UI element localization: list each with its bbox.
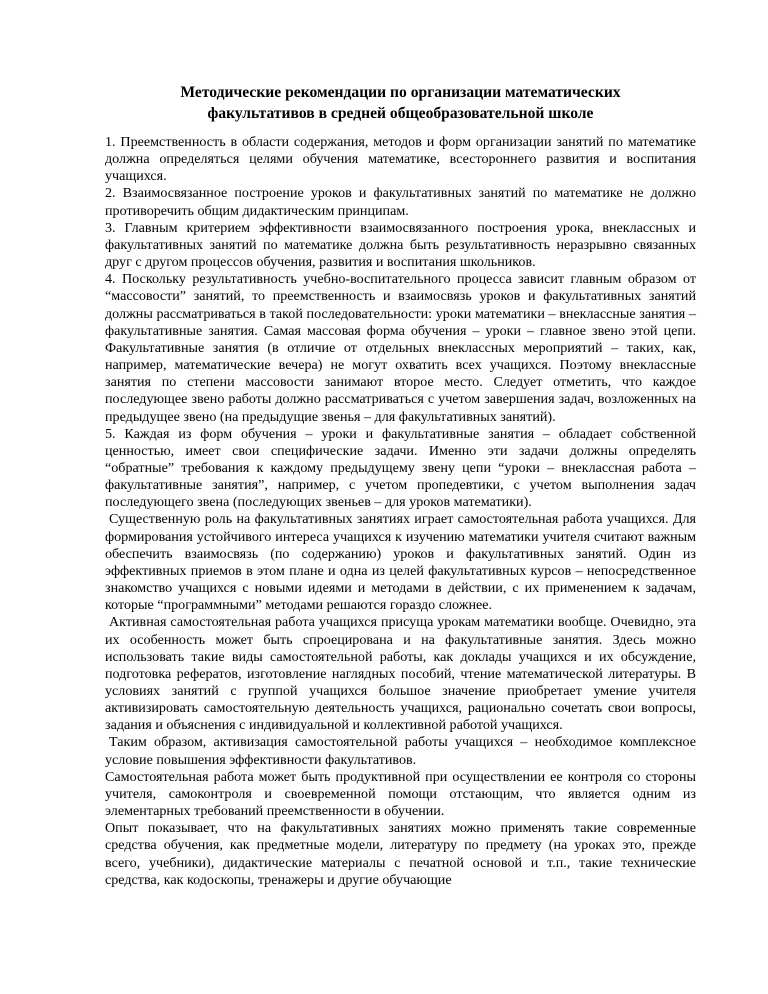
paragraph-4: 4. Поскольку результативность учебно-воспитательного процесса зависит главным образом от “массовости” занятий, то преемственность и взаимосвязь уроков и факультативных занятий должны рассматриваться в такой последовательности: уроки математики – внеклассные занятия – факультативные занятия. Самая массовая форма обучения – уроки – главное звено этой цепи. Факультативные занятия (в отличие от отдельных внеклассных мероприятий – таких, как, например, математические вечера) не могут охватить всех учащихся. Поэтому внеклассные занятия по степени массовости занимают второе место. Следует отметить, что каждое последующее звено работы должно рассматриваться с учетом завершения задач, возложенных на предыдущее звено (на предыдущие звенья – для факультативных занятий). xyxy=(105,271,696,425)
paragraph-9: Самостоятельная работа может быть продуктивной при осуществлении ее контроля со стороны учителя, самоконтроля и своевременной помощи отстающим, что является одним из элементарных требований преемственности в обучении. xyxy=(105,768,696,820)
title-line-2: факультативов в средней общеобразовательной школе xyxy=(207,105,594,122)
paragraph-10: Опыт показывает, что на факультативных занятиях можно применять такие современные средства обучения, как предметные модели, литературу по предмету (на уроках это, прежде всего, учебники), дидактические материалы с печатной основой и т.п., такие технические средства, как кодоскопы, тренажеры и другие обучающие xyxy=(105,820,696,888)
paragraph-6: Существенную роль на факультативных занятиях играет самостоятельная работа учащихся. Для формирования устойчивого интереса учащихся к изучению математики учителя считают важным обеспечить взаимосвязь (по содержанию) уроков и факультативных занятий. Один из эффективных приемов в этом плане и одна из целей факультативных курсов – непосредственное знакомство учащихся с новыми идеями и методами в действии, с их применением к задачам, которые “программными” методами решаются гораздо сложнее. xyxy=(105,511,696,614)
paragraph-2: 2. Взаимосвязанное построение уроков и факультативных занятий по математике не должно противоречить общим дидактическим принципам. xyxy=(105,185,696,219)
document-title xyxy=(105,82,696,124)
paragraph-3: 3. Главным критерием эффективности взаимосвязанного построения урока, внеклассных и факультативных занятий по математике должна быть результативность неразрывно связанных друг с другом процессов обучения, развития и воспитания школьников. xyxy=(105,219,696,271)
paragraph-1: 1. Преемственность в области содержания, методов и форм организации занятий по математике должна определяться целями обучения математике, всестороннего развития и воспитания учащихся. xyxy=(105,134,696,185)
title-line-1: Методические рекомендации по организации математических xyxy=(180,84,621,101)
paragraph-5: 5. Каждая из форм обучения – уроки и факультативные занятия – обладает собственной ценностью, имеет свои специфические задачи. Именно эти задачи должны определять “обратные” требования к каждому предыдущему звену цепи “уроки – внеклассная работа – факультативные занятия”, например, с учетом пропедевтики, с учетом выполнения задач последующего звена (последующих звеньев – для уроков математики). xyxy=(105,425,696,511)
paragraph-7: Активная самостоятельная работа учащихся присуща урокам математики вообще. Очевидно, эта их особенность может быть спроецирована и на факультативные занятия. Здесь можно использовать такие виды самостоятельной работы, как доклады учащихся и их обсуждение, подготовка рефератов, изготовление наглядных пособий, чтение математической литературы. В условиях занятий с группой учащихся большое значение приобретает умение учителя активизировать самостоятельную деятельность учащихся, рационально сочетать свои вопросы, задания и объяснения с индивидуальной и коллективной работой учащихся. xyxy=(105,614,696,734)
paragraph-8: Таким образом, активизация самостоятельной работы учащихся – необходимое комплексное условие повышения эффективности факультативов. xyxy=(105,734,696,768)
document-page xyxy=(105,82,696,889)
